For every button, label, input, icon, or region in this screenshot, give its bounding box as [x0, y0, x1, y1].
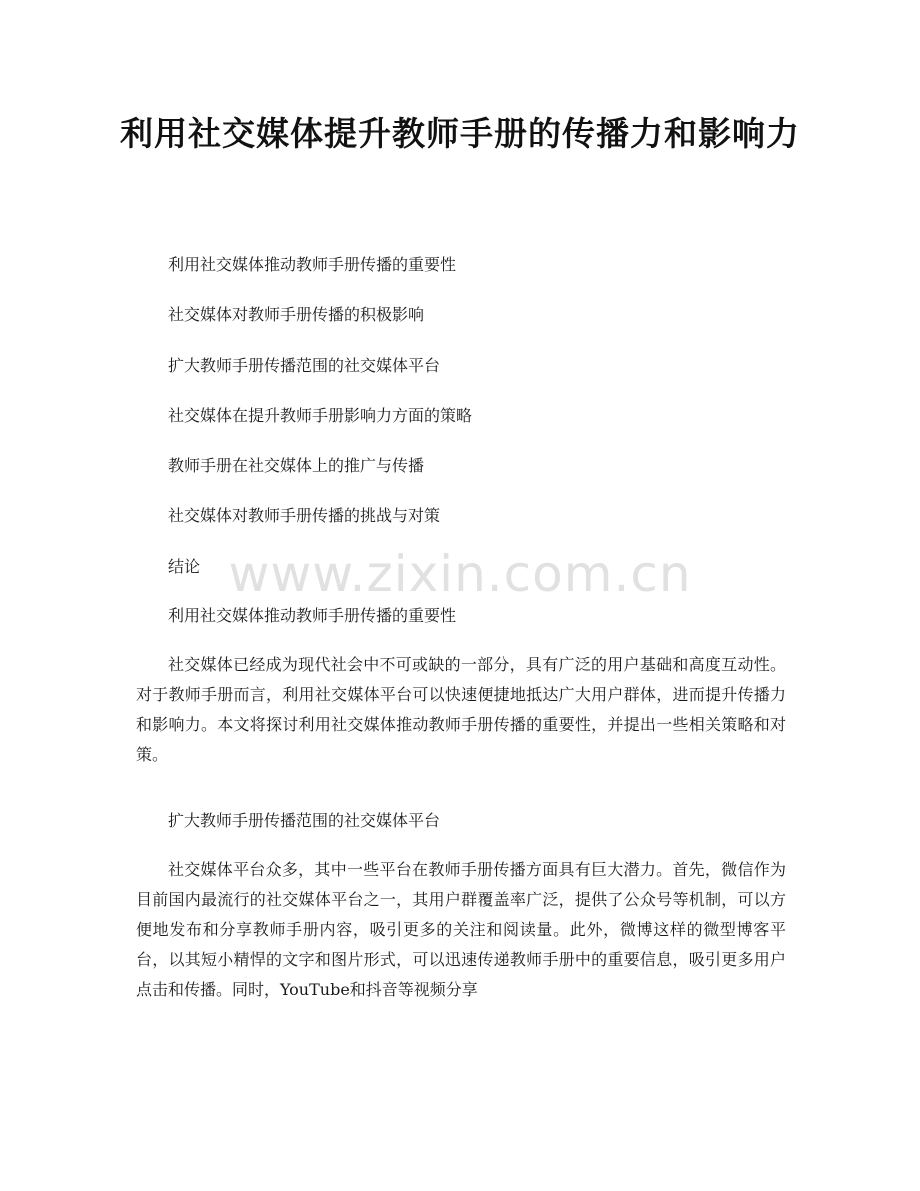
section-body	[136, 650, 786, 770]
toc-item: 社交媒体在提升教师手册影响力方面的策略	[168, 405, 473, 425]
paragraph: 社交媒体平台众多，其中一些平台在教师手册传播方面具有巨大潜力。首先，微信作为目前国内最流行的社交媒体平台之一，其用户群覆盖率广泛，提供了公众号等机制，可以方便地发布和分享教师手册内容，吸引更多的关注和阅读量。此外，微博这样的微型博客平台，以其短小精悍的文字和图片形式，可以迅速传递教师手册中的重要信息，吸引更多用户点击和传播。同时，YouTube和抖音等视频分享	[136, 860, 786, 999]
document-title: 利用社交媒体提升教师手册的传播力和影响力	[120, 114, 800, 153]
toc-item: 利用社交媒体推动教师手册传播的重要性	[168, 255, 457, 274]
table-of-contents	[168, 250, 768, 602]
toc-item: 社交媒体对教师手册传播的积极影响	[168, 305, 425, 325]
section-body	[136, 855, 786, 1005]
toc-item: 扩大教师手册传播范围的社交媒体平台	[168, 355, 441, 375]
toc-item: 社交媒体对教师手册传播的挑战与对策	[168, 506, 441, 526]
toc-item: 结论	[168, 556, 201, 576]
toc-item: 教师手册在社交媒体上的推广与传播	[168, 456, 425, 476]
section-heading: 利用社交媒体推动教师手册传播的重要性	[168, 606, 457, 625]
watermark: www.zixin.com.cn	[228, 545, 692, 603]
paragraph: 社交媒体已经成为现代社会中不可或缺的一部分，具有广泛的用户基础和高度互动性。对于教师手册而言，利用社交媒体平台可以快速便捷地抵达广大用户群体，进而提升传播力和影响力。本文将探讨利用社交媒体推动教师手册传播的重要性，并提出一些相关策略和对策。	[136, 655, 786, 764]
section-heading: 扩大教师手册传播范围的社交媒体平台	[168, 811, 441, 830]
